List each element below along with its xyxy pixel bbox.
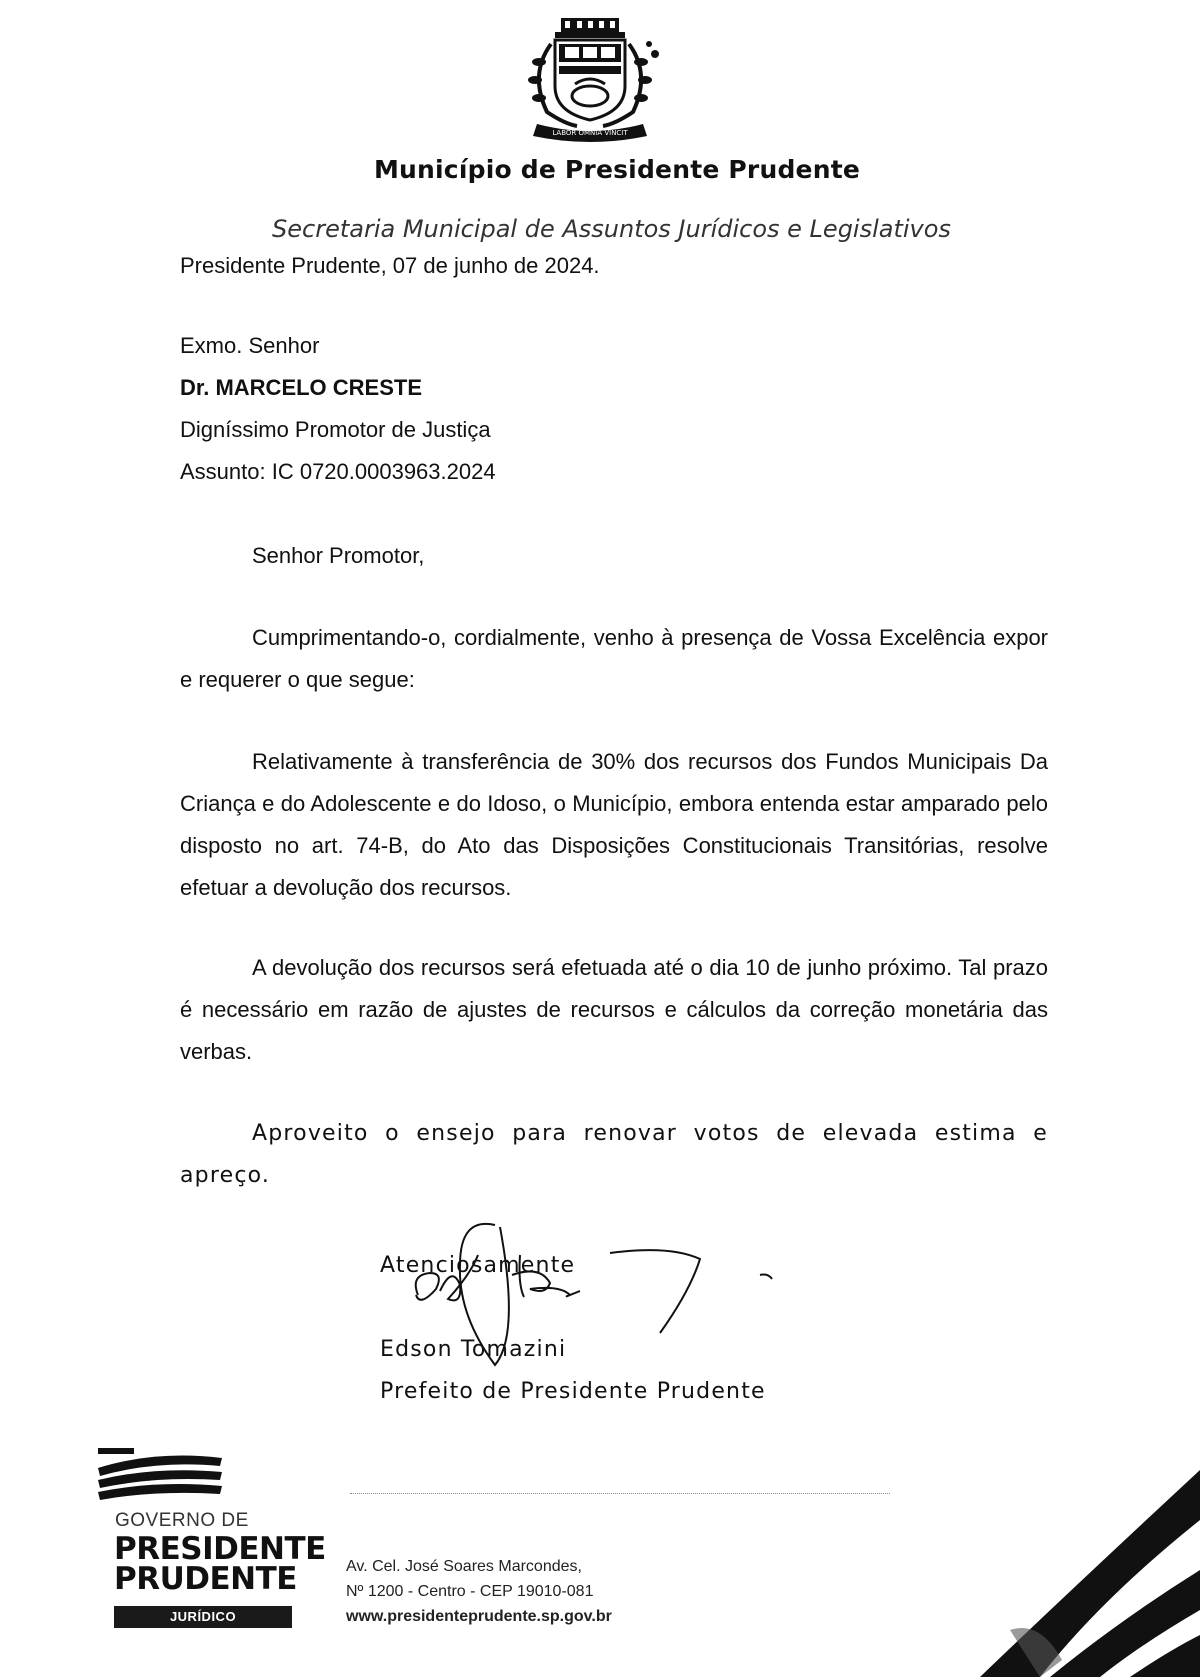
letter-date: Presidente Prudente, 07 de junho de 2024. (180, 253, 600, 278)
website-link[interactable]: www.presidenteprudente.sp.gov.br (346, 1608, 612, 1625)
salutation: Senhor Promotor, (252, 543, 425, 568)
paragraph-deadline: A devolução dos recursos será efetuada até o dia 10 de junho próximo. Tal prazo é necessário em razão de ajustes de recursos e cálculos da correção monetária das verbas. (180, 955, 1048, 1064)
flag-stripes-icon (96, 1448, 226, 1506)
address-street: Av. Cel. José Soares Marcondes, (346, 1558, 582, 1575)
footer-address (346, 1554, 612, 1629)
logo-line-governo: GOVERNO DE (115, 1510, 249, 1531)
paragraph-greeting: Cumprimentando-o, cordialmente, venho à presença de Vossa Excelência expor e requerer o que segue: (180, 625, 1048, 692)
paragraph-closing-remarks: Aproveito o ensejo para renovar votos de elevada estima e apreço. (180, 1121, 1048, 1188)
municipality-heading: Município de Presidente Prudente (373, 155, 861, 184)
government-logo (92, 1448, 326, 1628)
handwritten-signature (400, 1215, 840, 1375)
logo-department-bar: JURÍDICO (114, 1606, 292, 1628)
addressee-title: Digníssimo Promotor de Justiça (180, 417, 491, 442)
paragraph-transfer: Relativamente à transferência de 30% dos recursos dos Fundos Municipais Da Criança e do Adolescente e do Idoso, o Município, embora entenda estar amparado pelo disposto no art. 74-B, do Ato das Disposições Constitucionais Transitórias, resolve efetuar a devolução dos recursos. (180, 749, 1048, 900)
signer-name: Edson Tomazini (380, 1337, 567, 1362)
addressee-block (180, 325, 496, 493)
logo-line-prudente: PRUDENTE (114, 1561, 297, 1597)
crest-motto: LABOR OMNIA VINCIT (552, 129, 628, 137)
addressee-honorific: Exmo. Senhor (180, 333, 320, 358)
letter-subject: Assunto: IC 0720.0003963.2024 (180, 459, 496, 484)
municipal-crest-icon (515, 14, 665, 144)
secretariat-heading: Secretaria Municipal de Assuntos Jurídicos e Legislativos (272, 215, 951, 243)
signer-title: Prefeito de Presidente Prudente (380, 1379, 766, 1404)
closing-word: Atenciosamente (380, 1253, 576, 1278)
address-number: Nº 1200 - Centro - CEP 19010-081 (346, 1583, 594, 1600)
decorative-corner-flag (800, 1430, 1200, 1677)
logo-line-presidente: PRESIDENTE (114, 1531, 326, 1567)
addressee-name: Dr. MARCELO CRESTE (180, 375, 423, 400)
